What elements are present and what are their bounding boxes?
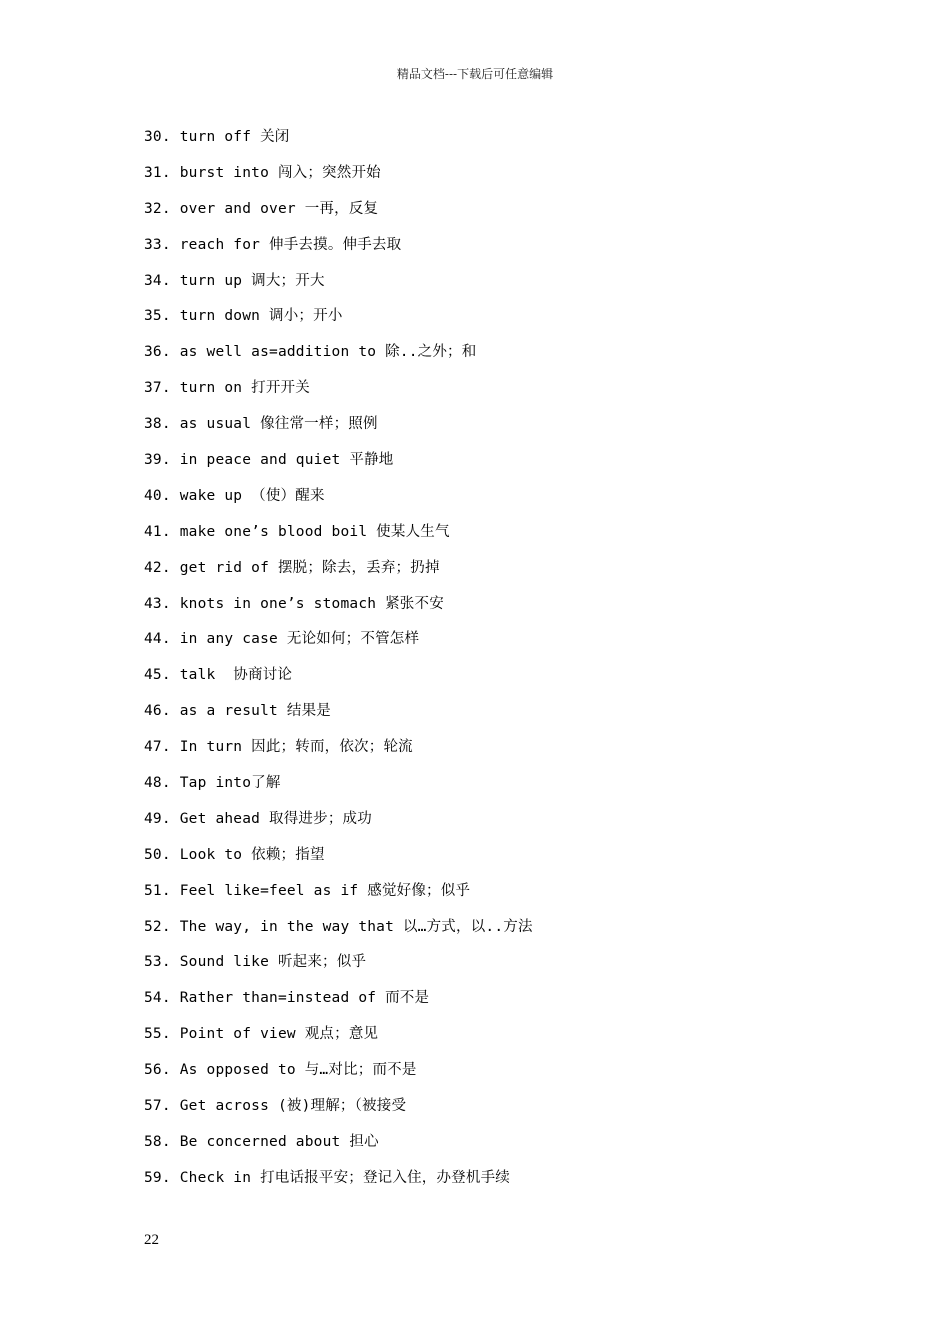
list-item: 55. Point of view 观点；意见 bbox=[144, 1026, 379, 1043]
list-item: 33. reach for 伸手去摸。伸手去取 bbox=[144, 236, 402, 253]
list-item: 43. knots in one’s stomach 紧张不安 bbox=[144, 595, 444, 612]
list-item: 46. as a result 结果是 bbox=[144, 703, 331, 720]
list-item: 53. Sound like 听起来；似乎 bbox=[144, 954, 367, 971]
list-item: 45. talk 协商讨论 bbox=[144, 667, 293, 684]
list-item: 34. turn up 调大；开大 bbox=[144, 272, 325, 289]
list-item: 50. Look to 依赖；指望 bbox=[144, 846, 325, 863]
list-item: 58. Be concerned about 担心 bbox=[144, 1133, 379, 1150]
list-item: 41. make one’s blood boil 使某人生气 bbox=[144, 523, 450, 540]
list-item: 31. burst into 闯入；突然开始 bbox=[144, 164, 381, 181]
list-item: 32. over and over 一再，反复 bbox=[144, 200, 379, 217]
list-item: 57. Get across (被)理解；（被接受 bbox=[144, 1098, 407, 1115]
list-item: 52. The way, in the way that 以…方式，以..方法 bbox=[144, 918, 533, 935]
list-item: 49. Get ahead 取得进步；成功 bbox=[144, 810, 372, 827]
list-item: 47. In turn 因此；转而，依次；轮流 bbox=[144, 739, 413, 756]
list-item: 54. Rather than=instead of 而不是 bbox=[144, 990, 430, 1007]
list-item: 40. wake up （使）醒来 bbox=[144, 487, 325, 504]
list-item: 36. as well as=addition to 除..之外；和 bbox=[144, 344, 477, 361]
list-item: 44. in any case 无论如何；不管怎样 bbox=[144, 631, 420, 648]
list-item: 38. as usual 像往常一样；照例 bbox=[144, 416, 378, 433]
list-item: 39. in peace and quiet 平静地 bbox=[144, 452, 394, 469]
list-item: 59. Check in 打电话报平安；登记入住，办登机手续 bbox=[144, 1169, 510, 1186]
page-number: 22 bbox=[144, 1232, 159, 1248]
phrase-list bbox=[144, 124, 904, 1201]
list-item: 42. get rid of 摆脱；除去，丢弃；扔掉 bbox=[144, 559, 440, 576]
list-item: 37. turn on 打开开关 bbox=[144, 380, 310, 397]
list-item: 48. Tap into了解 bbox=[144, 775, 281, 792]
list-item: 30. turn off 关闭 bbox=[144, 129, 290, 145]
page-header: 精品文档---下载后可任意编辑 bbox=[396, 67, 554, 81]
list-item: 35. turn down 调小；开小 bbox=[144, 308, 343, 325]
list-item: 51. Feel like=feel as if 感觉好像；似乎 bbox=[144, 882, 471, 899]
list-item: 56. As opposed to 与…对比；而不是 bbox=[144, 1062, 417, 1079]
